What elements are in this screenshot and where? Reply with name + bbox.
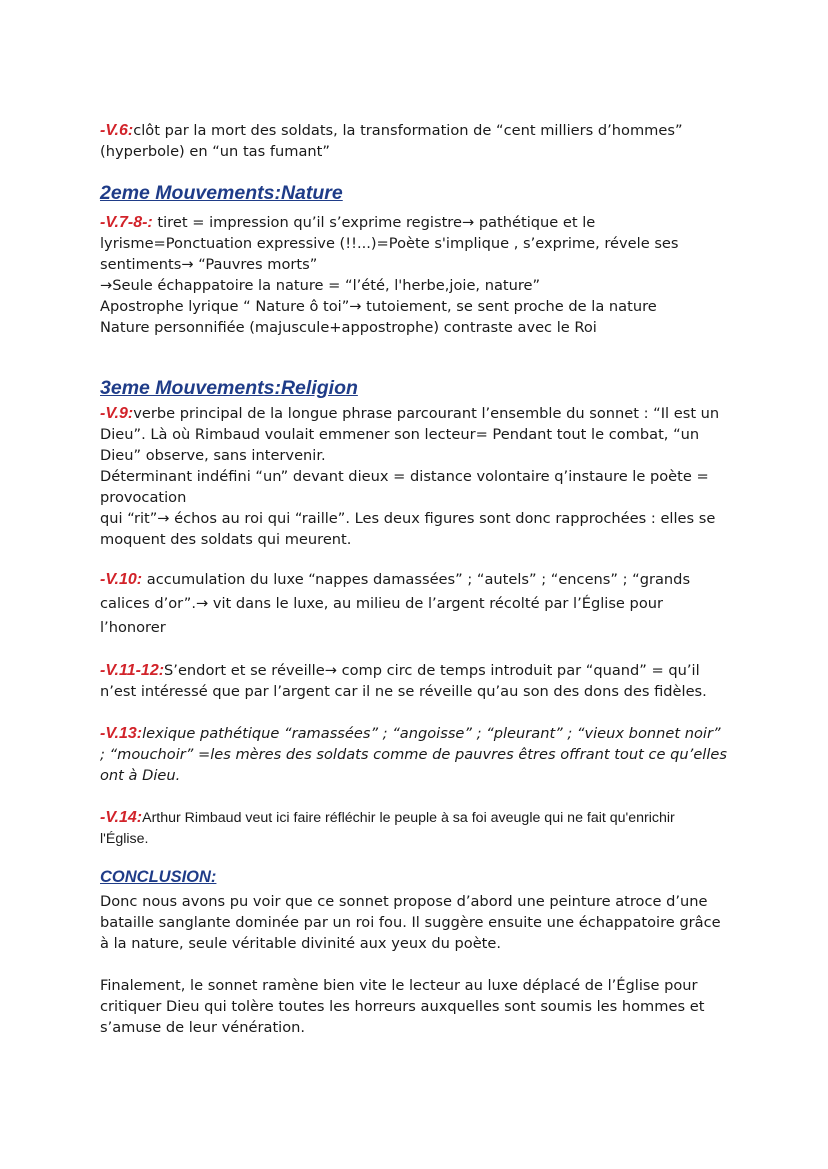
- v11-12-line-1: S’endort et se réveille→ comp circ de temps introduit par “quand” = qu’il: [164, 662, 700, 679]
- conclusion-title: CONCLUSION:: [100, 868, 217, 886]
- conclusion-section: [100, 868, 740, 887]
- v13-tag: -V.13:: [100, 725, 143, 742]
- section-3: [100, 377, 740, 400]
- v7-8-line-6: Nature personnifiée (majuscule+appostrophe) contraste avec le Roi: [100, 319, 597, 336]
- v13-line-3: ont à Dieu.: [100, 767, 181, 784]
- v9-line-5: provocation: [100, 489, 187, 506]
- section-3-title: 3eme Mouvements:Religion: [100, 377, 358, 399]
- conclusion-p2-line-2: critiquer Dieu qui tolère toutes les horreurs auxquelles sont soumis les hommes et: [100, 998, 705, 1015]
- v7-8-line-2: lyrisme=Ponctuation expressive (!!...)=Poète s'implique , s’exprime, révele ses: [100, 235, 679, 252]
- conclusion-p1-line-2: bataille sanglante dominée par un roi fou. Il suggère ensuite une échappatoire grâce: [100, 914, 721, 931]
- v9-line-6: qui “rit”→ échos au roi qui “raille”. Les deux figures sont donc rapprochées : elles se: [100, 510, 716, 527]
- v6-line-2: (hyperbole) en “un tas fumant”: [100, 143, 330, 160]
- v6-line-1: clôt par la mort des soldats, la transformation de “cent milliers d’hommes”: [133, 122, 683, 139]
- conclusion-p2-line-1: Finalement, le sonnet ramène bien vite le lecteur au luxe déplacé de l’Église pour: [100, 977, 698, 994]
- conclusion-paragraph-2: [100, 975, 740, 1038]
- v10-line-1: accumulation du luxe “nappes damassées” ; “autels” ; “encens” ; “grands: [142, 571, 691, 588]
- v11-12-line-2: n’est intéressé que par l’argent car il ne se réveille qu’au son des dons des fidèles.: [100, 683, 707, 700]
- conclusion-paragraph-1: [100, 891, 740, 954]
- conclusion-p1-line-3: à la nature, seule véritable divinité aux yeux du poète.: [100, 935, 502, 952]
- v9-line-2: Dieu”. Là où Rimbaud voulait emmener son lecteur= Pendant tout le combat, “un: [100, 426, 700, 443]
- v6-tag: -V.6:: [100, 122, 134, 139]
- v9-line-3: Dieu” observe, sans intervenir.: [100, 447, 326, 464]
- v7-8-paragraph: [100, 212, 740, 338]
- v14-paragraph: [100, 807, 740, 850]
- v9-line-4: Déterminant indéfini “un” devant dieux = distance volontaire q’instaure le poète =: [100, 468, 709, 485]
- v13-line-2: ; “mouchoir” =les mères des soldats comme de pauvres êtres offrant tout ce qu’elles: [100, 746, 727, 763]
- v9-tag: -V.9:: [100, 405, 134, 422]
- v13-paragraph: [100, 723, 740, 786]
- v11-12-tag: -V.11-12:: [100, 662, 165, 679]
- v7-8-tag: -V.7-8-:: [100, 214, 153, 231]
- section-2-title: 2eme Mouvements:Nature: [100, 182, 343, 204]
- conclusion-p2-line-3: s’amuse de leur vénération.: [100, 1019, 306, 1036]
- v7-8-line-1: tiret = impression qu’il s’exprime registre→ pathétique et le: [152, 214, 596, 231]
- section-2: [100, 182, 740, 205]
- v9-line-1: verbe principal de la longue phrase parcourant l’ensemble du sonnet : “Il est un: [133, 405, 720, 422]
- v10-tag: -V.10:: [100, 571, 143, 588]
- v10-line-3: l’honorer: [100, 619, 166, 636]
- v9-paragraph: [100, 403, 740, 550]
- v7-8-line-4: →Seule échappatoire la nature = “l’été, l'herbe,joie, nature”: [100, 277, 541, 294]
- v11-12-paragraph: [100, 660, 740, 702]
- v13-line-1: lexique pathétique “ramassées” ; “angoisse” ; “pleurant” ; “vieux bonnet noir”: [142, 725, 721, 742]
- v14-tag: -V.14:: [100, 809, 143, 826]
- v6-paragraph: [100, 120, 740, 162]
- v7-8-line-3: sentiments→ “Pauvres morts”: [100, 256, 318, 273]
- v10-paragraph: [100, 568, 740, 640]
- v14-line-2: l'Église.: [100, 831, 149, 847]
- conclusion-p1-line-1: Donc nous avons pu voir que ce sonnet propose d’abord une peinture atroce d’une: [100, 893, 708, 910]
- v9-line-7: moquent des soldats qui meurent.: [100, 531, 352, 548]
- v14-line-1: Arthur Rimbaud veut ici faire réfléchir le peuple à sa foi aveugle qui ne fait qu'enrichir: [142, 810, 675, 826]
- v10-line-2: calices d’or”.→ vit dans le luxe, au milieu de l’argent récolté par l’Église pour: [100, 595, 663, 612]
- v7-8-line-5: Apostrophe lyrique “ Nature ô toi”→ tutoiement, se sent proche de la nature: [100, 298, 657, 315]
